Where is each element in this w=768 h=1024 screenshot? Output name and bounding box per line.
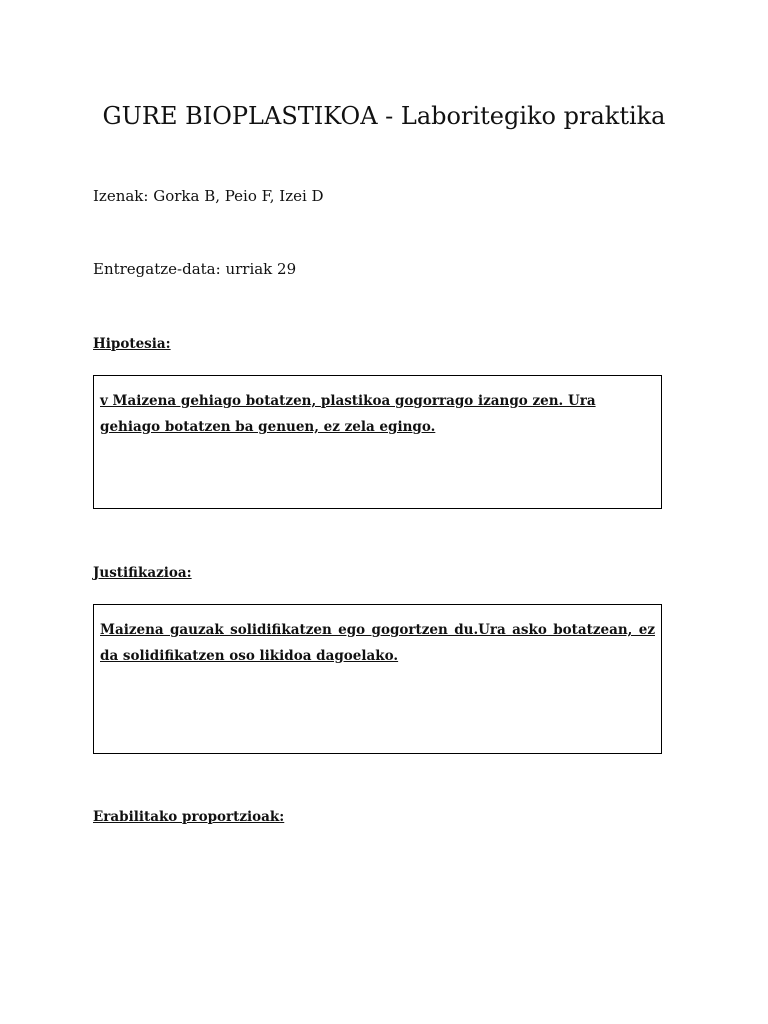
- justification-text: Maizena gauzak solidifikatzen ego gogortzen du.Ura asko botatzean, ez da solidifikatzen oso likidoa dagoelako.: [100, 622, 655, 664]
- proportions-heading: Erabilitako proportzioak:: [93, 809, 285, 825]
- hypothesis-text: v Maizena gehiago botatzen, plastikoa gogorrago izango zen. Ura gehiago botatzen ba genuen, ez zela egingo.: [100, 393, 596, 435]
- document-title: GURE BIOPLASTIKOA - Laboritegiko praktika: [102, 102, 666, 130]
- justification-heading: Justifikazioa:: [93, 565, 192, 581]
- due-date-line: Entregatze-data: urriak 29: [93, 260, 297, 278]
- hypothesis-box: [93, 375, 662, 509]
- hypothesis-heading: Hipotesia:: [93, 336, 171, 352]
- justification-box: [93, 604, 662, 754]
- names-line: Izenak: Gorka B, Peio F, Izei D: [93, 187, 324, 205]
